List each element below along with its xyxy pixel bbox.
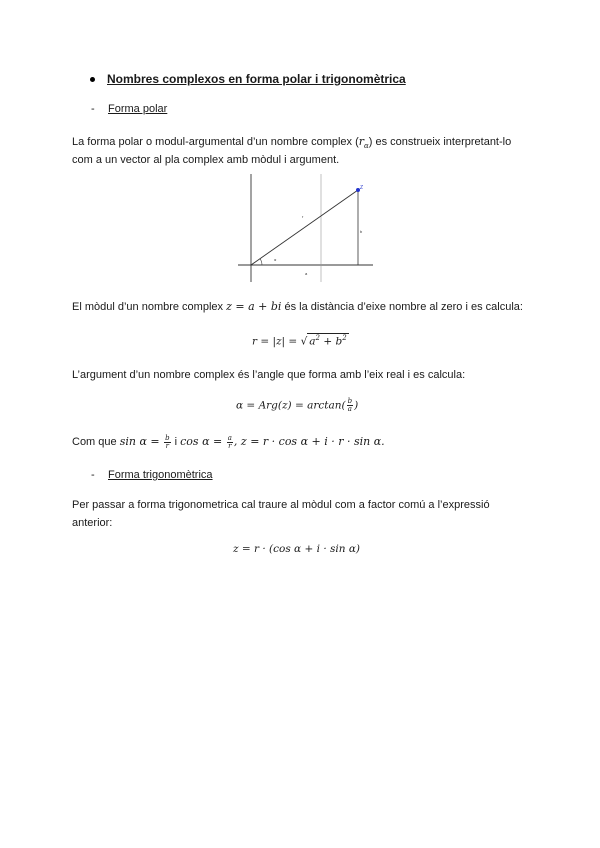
r-alpha-symbol: [358, 135, 369, 151]
alpha-label: α: [274, 257, 277, 262]
intro-text-b: ) es construeix interpretant-lo: [368, 136, 512, 148]
relation-tail: , z = r · cos α + i · r · sin α.: [233, 435, 385, 448]
argument-fraction: [347, 398, 353, 413]
exponent-2: 2: [342, 334, 347, 342]
trig-line-1: Per passar a forma trigonometrica cal traure al mòdul com a factor comú a l’expressió: [72, 499, 490, 511]
point-z-label: Z: [360, 185, 364, 191]
section1-dash: -: [91, 103, 95, 115]
intro-text-a: La forma polar o modul-argumental d’un nombre complex (: [72, 136, 359, 148]
sin-frac-num: b: [165, 433, 170, 442]
angle-arc: [260, 259, 262, 265]
b-label: b: [360, 229, 363, 234]
radicand: [307, 333, 348, 348]
cos-fraction: [227, 435, 233, 450]
radicand-a: a: [309, 335, 316, 348]
section2-title: Forma trigonomètrica: [108, 469, 213, 481]
trig-line-2: anterior:: [72, 517, 113, 529]
section2-dash: -: [91, 469, 95, 481]
radicand-b: b: [335, 335, 343, 348]
relation-line: [72, 432, 385, 452]
sin-expr: sin α =: [119, 435, 164, 448]
modulus-line: [72, 297, 523, 317]
bullet-dot: [90, 77, 95, 82]
r-symbol: r: [358, 135, 365, 148]
argument-formula: [236, 398, 358, 413]
modulus-formula-left: r = |z| =: [252, 335, 301, 348]
argument-formula-end: ): [354, 399, 359, 412]
sin-frac-den: r: [165, 441, 170, 450]
polar-diagram: [236, 172, 376, 284]
cos-frac-den: r: [228, 441, 232, 450]
relation-text-a: Com que: [72, 436, 120, 448]
trig-formula: z = r · (cos α + i · sin α): [233, 543, 361, 555]
page-heading: Nombres complexos en forma polar i trigonomètrica: [107, 72, 406, 86]
section1-title: Forma polar: [108, 103, 168, 115]
modulus-text-b: és la distància d’eixe nombre al zero i es calcula:: [281, 301, 523, 313]
plus-sign: +: [320, 335, 336, 348]
argument-formula-text: α = Arg(z) = arctan(: [236, 399, 346, 412]
cos-expr: cos α =: [180, 435, 226, 448]
intro-line-2: com a un vector al pla complex amb mòdul i argument.: [72, 154, 340, 166]
relation-mid: i: [171, 436, 181, 448]
argument-frac-den: a: [347, 405, 352, 413]
a-label: a: [305, 271, 308, 276]
modulus-formula: [252, 333, 349, 348]
modulus-text-a: El mòdul d’un nombre complex: [72, 301, 227, 313]
argument-frac-num: b: [347, 397, 353, 405]
sqrt-sign: √: [300, 335, 308, 348]
alpha-subscript: α: [364, 142, 369, 151]
sin-fraction: [164, 435, 170, 450]
r-label: r: [302, 214, 304, 219]
argument-line: L’argument d’un nombre complex és l’angle que forma amb l’eix real i es calcula:: [72, 369, 466, 381]
vector-r: [251, 190, 358, 265]
exponent-1: 2: [315, 334, 321, 342]
modulus-expr: z = a + bi: [226, 300, 282, 313]
cos-frac-num: a: [227, 433, 232, 442]
